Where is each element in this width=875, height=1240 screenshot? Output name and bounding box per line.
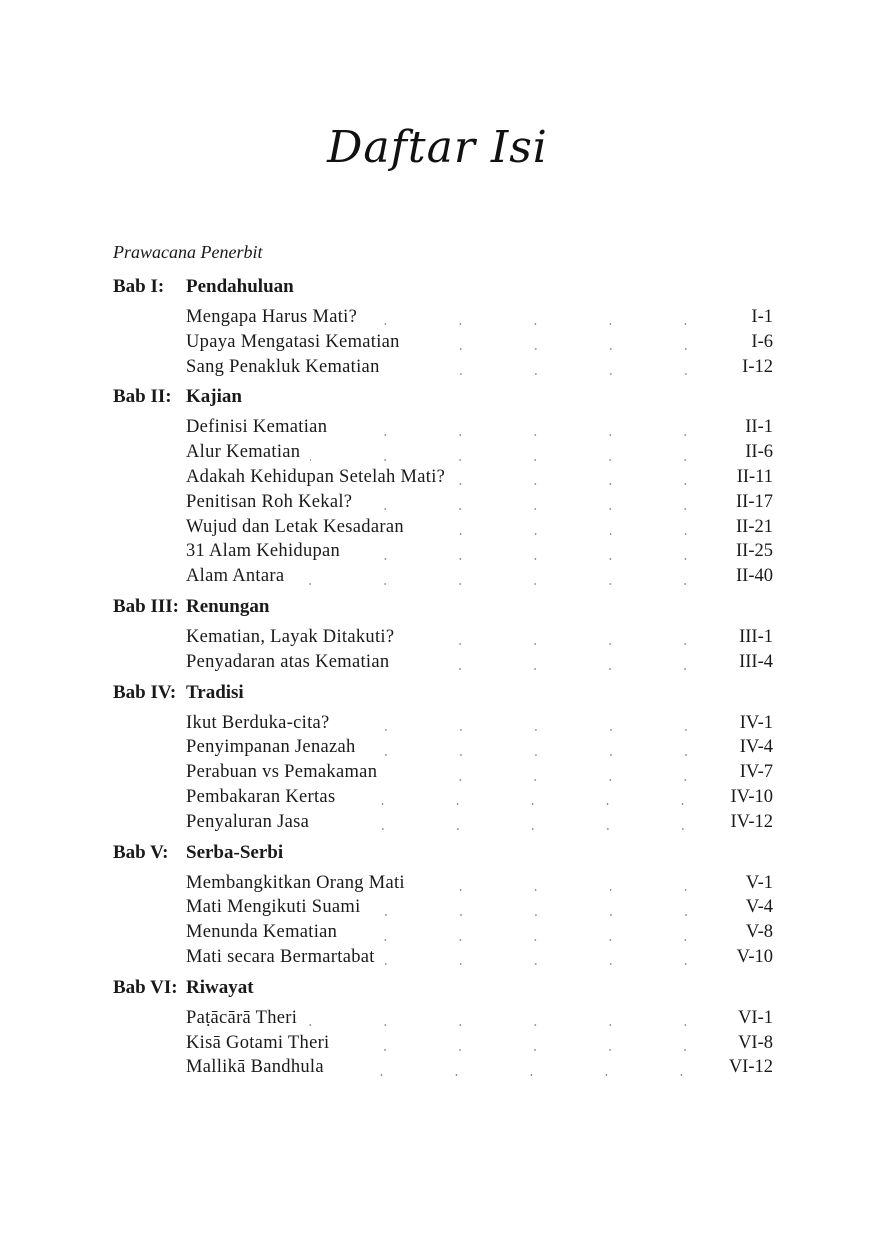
entry-title: Paṭācārā Theri (186, 1007, 298, 1028)
entry-title: Mati Mengikuti Suami (186, 897, 361, 918)
dot-leader (371, 907, 723, 917)
chapter-number: Bab I: (113, 276, 165, 297)
toc-entry[interactable] (113, 945, 773, 970)
entry-page-number: II-17 (736, 491, 773, 512)
dot-leader (410, 341, 723, 351)
dot-leader (334, 1067, 719, 1077)
entry-title: Wujud dan Letak Kesadaran (186, 516, 404, 537)
dot-leader (387, 772, 723, 782)
dot-leader (404, 636, 723, 646)
chapter-number: Bab V: (113, 841, 169, 863)
chapter-name: Tradisi (186, 681, 244, 703)
entry-title: Mengapa Harus Mati? (186, 307, 358, 327)
entry-page-number: II-6 (745, 442, 773, 463)
toc-entry[interactable] (113, 355, 773, 380)
dot-leader (347, 932, 723, 942)
entry-title: Menunda Kematian (186, 922, 338, 943)
dot-leader (340, 722, 723, 732)
dot-leader (310, 452, 723, 462)
chapter-heading[interactable] (113, 841, 773, 870)
entry-title: Penitisan Roh Kekal? (186, 491, 353, 512)
entry-title: Pembakaran Kertas (186, 786, 336, 807)
entry-title: Alam Antara (186, 566, 285, 587)
chapter-section (113, 976, 773, 1080)
chapter-section (113, 681, 773, 835)
entry-title: Upaya Mengatasi Kematian (186, 331, 400, 352)
entry-page-number: III-4 (739, 651, 773, 672)
dot-leader (390, 366, 723, 376)
dot-leader (385, 956, 723, 966)
toc-entry[interactable] (113, 305, 773, 330)
toc-entry[interactable] (113, 1006, 773, 1031)
entry-page-number: II-25 (736, 541, 773, 562)
entry-title: Penyimpanan Jenazah (186, 737, 356, 758)
toc-entry[interactable] (113, 810, 773, 835)
chapter-name: Serba-Serbi (186, 841, 284, 863)
chapter-name: Pendahuluan (186, 276, 294, 297)
entry-page-number: V-4 (745, 897, 773, 918)
chapter-number: Bab II: (113, 386, 172, 408)
toc-entry[interactable] (113, 1055, 773, 1080)
chapter-name: Kajian (186, 386, 242, 408)
dot-leader (339, 1042, 723, 1052)
entry-page-number: VI-12 (728, 1057, 773, 1078)
toc-entry[interactable] (113, 871, 773, 896)
dot-leader (307, 1017, 723, 1027)
toc-entry[interactable] (113, 735, 773, 760)
dot-leader (455, 476, 723, 486)
table-of-contents (113, 240, 773, 1086)
entry-page-number: IV-12 (730, 811, 773, 832)
chapter-section (113, 385, 773, 589)
chapter-heading[interactable] (113, 681, 773, 710)
chapter-section (113, 595, 773, 675)
chapter-section (113, 275, 773, 379)
entry-title: Membangkitkan Orang Mati (186, 872, 405, 893)
toc-entry[interactable] (113, 650, 773, 675)
entry-page-number: V-1 (745, 872, 773, 893)
toc-entry[interactable] (113, 711, 773, 736)
entry-title: Kematian, Layak Ditakuti? (186, 626, 395, 647)
chapter-heading[interactable] (113, 976, 773, 1005)
page-title: Daftar Isi (327, 122, 548, 173)
entry-page-number: I-12 (742, 356, 773, 377)
dot-leader (366, 747, 723, 757)
chapter-heading[interactable] (113, 275, 773, 304)
entry-page-number: IV-4 (739, 737, 773, 758)
chapter-list (113, 275, 773, 1080)
dot-leader (414, 526, 723, 536)
chapter-heading[interactable] (113, 595, 773, 624)
entry-title: Mallikā Bandhula (186, 1057, 324, 1078)
chapter-number: Bab VI: (113, 976, 178, 998)
chapter-number: Bab III: (113, 595, 179, 617)
toc-entry[interactable] (113, 760, 773, 785)
entry-title: Kisā Gotami Theri (186, 1032, 330, 1053)
dot-leader (294, 576, 723, 586)
dot-leader (319, 821, 720, 831)
toc-entry[interactable] (113, 465, 773, 490)
toc-entry[interactable] (113, 785, 773, 810)
preface-entry[interactable]: Prawacana Penerbit (113, 242, 263, 262)
dot-leader (362, 501, 723, 511)
entry-page-number: VI-1 (738, 1007, 773, 1028)
entry-page-number: V-8 (745, 922, 773, 943)
dot-leader (350, 551, 723, 561)
toc-entry[interactable] (113, 415, 773, 440)
entry-title: Adakah Kehidupan Setelah Mati? (186, 466, 446, 487)
chapter-name: Renungan (186, 595, 270, 617)
entry-page-number: III-1 (739, 626, 773, 647)
entry-page-number: IV-10 (730, 786, 773, 807)
dot-leader (367, 316, 723, 326)
entry-title: Definisi Kematian (186, 417, 328, 438)
chapter-heading[interactable] (113, 385, 773, 414)
toc-entry[interactable] (113, 490, 773, 515)
toc-entry[interactable] (113, 1031, 773, 1056)
toc-entry[interactable] (113, 515, 773, 540)
entry-page-number: I-1 (751, 307, 773, 327)
chapter-name: Riwayat (186, 976, 254, 998)
toc-entry[interactable] (113, 330, 773, 355)
toc-entry[interactable] (113, 564, 773, 589)
entry-page-number: II-11 (736, 466, 773, 487)
entry-title: Sang Penakluk Kematian (186, 356, 380, 377)
entry-title: Ikut Berduka-cita? (186, 712, 330, 733)
toc-entry[interactable] (113, 539, 773, 564)
entry-page-number: IV-1 (739, 712, 773, 733)
entry-page-number: I-6 (751, 331, 773, 352)
entry-page-number: II-21 (736, 516, 773, 537)
entry-title: Perabuan vs Pemakaman (186, 762, 378, 783)
entry-page-number: IV-7 (739, 762, 773, 783)
dot-leader (415, 882, 723, 892)
chapter-number: Bab IV: (113, 681, 177, 703)
toc-entry[interactable] (113, 440, 773, 465)
toc-entry[interactable] (113, 625, 773, 650)
entry-page-number: VI-8 (738, 1032, 773, 1053)
entry-page-number: II-1 (745, 417, 773, 438)
entry-page-number: II-40 (736, 566, 773, 587)
dot-leader (337, 427, 723, 437)
entry-title: 31 Alam Kehidupan (186, 541, 341, 562)
chapter-section (113, 841, 773, 970)
entry-page-number: V-10 (736, 946, 773, 967)
entry-title: Penyaluran Jasa (186, 811, 310, 832)
entry-title: Alur Kematian (186, 442, 301, 463)
dot-leader (345, 796, 720, 806)
entry-title: Penyadaran atas Kematian (186, 651, 390, 672)
entry-title: Mati secara Bermartabat (186, 946, 375, 967)
toc-entry[interactable] (113, 895, 773, 920)
dot-leader (399, 661, 723, 671)
toc-entry[interactable] (113, 920, 773, 945)
